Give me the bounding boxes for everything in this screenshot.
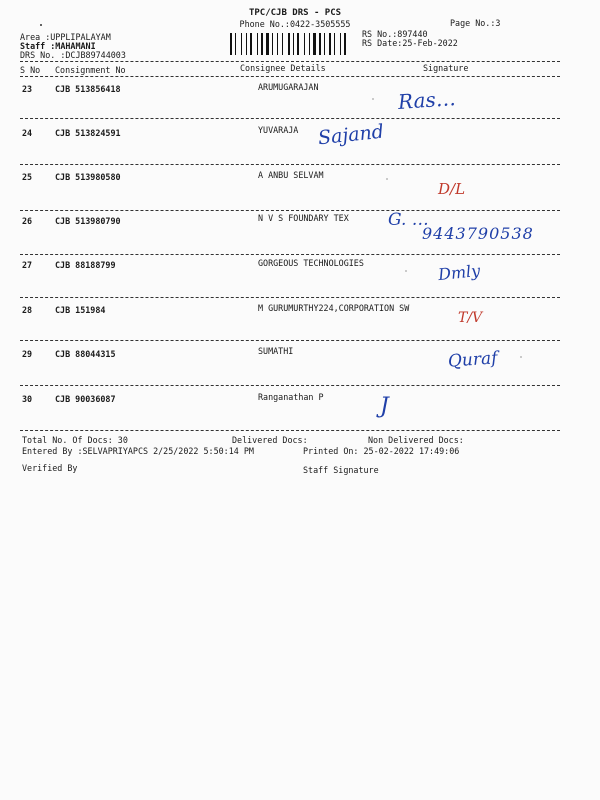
row-signature: G. … xyxy=(388,210,429,230)
barcode-bar xyxy=(340,33,341,55)
row-sno: 29 xyxy=(22,349,33,359)
barcode-bar xyxy=(344,33,346,55)
barcode-bar xyxy=(272,33,273,55)
barcode-bar xyxy=(266,33,269,55)
barcode-bar xyxy=(306,33,308,55)
row-consignment: CJB 151984 xyxy=(55,305,106,315)
row-divider xyxy=(20,164,560,165)
verified-by: Verified By xyxy=(22,463,78,473)
header-divider-top xyxy=(20,61,560,62)
printed-on: Printed On: 25-02-2022 17:49:06 xyxy=(303,446,460,456)
col-consignment: Consignment No xyxy=(55,65,126,75)
row-consignment: CJB 513824591 xyxy=(55,128,121,138)
barcode-bar xyxy=(235,33,236,55)
col-signature: Signature xyxy=(423,63,469,73)
row-consignment: CJB 88044315 xyxy=(55,349,116,359)
scan-speck xyxy=(405,270,407,272)
row-sno: 26 xyxy=(22,216,33,226)
row-sno: 23 xyxy=(22,84,33,94)
area-label: Area :UPPLIPALAYAM xyxy=(20,32,111,42)
barcode-bar xyxy=(326,33,328,55)
phone-number: Phone No.:0422-3505555 xyxy=(239,19,351,29)
barcode-bar xyxy=(241,33,242,55)
row-consignment: CJB 90036087 xyxy=(55,394,116,404)
page-number: Page No.:3 xyxy=(450,18,501,28)
row-signature: T/V xyxy=(458,310,483,326)
barcode-bar xyxy=(237,33,240,55)
row-divider xyxy=(20,385,560,386)
barcode-bar xyxy=(329,33,331,55)
barcode-bar xyxy=(313,33,316,55)
barcode-bar xyxy=(295,33,296,55)
scan-speck xyxy=(520,356,522,358)
barcode-bar xyxy=(311,33,312,55)
row-signature: Quraf xyxy=(447,348,499,372)
barcode-bar xyxy=(284,33,287,55)
row-sno: 27 xyxy=(22,260,33,270)
row-consignment: CJB 513980580 xyxy=(55,172,121,182)
barcode-bar xyxy=(293,33,294,55)
row-sno: 25 xyxy=(22,172,33,182)
scan-speck xyxy=(386,178,388,180)
barcode-bar xyxy=(334,33,335,55)
row-consignment: CJB 88188799 xyxy=(55,260,116,270)
row-consignee: N V S FOUNDARY TEX xyxy=(258,213,349,223)
staff-signature: Staff Signature xyxy=(303,465,379,475)
barcode-bar xyxy=(297,33,299,55)
row-consignee: Ranganathan P xyxy=(258,392,324,402)
row-divider xyxy=(20,340,560,341)
barcode-bar xyxy=(274,33,276,55)
row-sno: 28 xyxy=(22,305,33,315)
barcode-bar xyxy=(322,33,323,55)
barcode-bar xyxy=(304,33,305,55)
scan-speck xyxy=(40,24,42,26)
barcode-bar xyxy=(282,33,283,55)
total-docs: Total No. Of Docs: 30 xyxy=(22,435,128,445)
row-signature: J xyxy=(380,394,389,419)
barcode-bar xyxy=(233,33,234,55)
row-signature: Ras… xyxy=(397,86,457,114)
row-divider xyxy=(20,254,560,255)
row-signature: Sajand xyxy=(317,120,385,150)
drs-number: DRS No. :DCJB89744003 xyxy=(20,50,126,60)
document-title: TPC/CJB DRS - PCS xyxy=(248,8,342,18)
barcode-bar xyxy=(230,33,232,55)
col-consignee: Consignee Details xyxy=(240,63,326,73)
non-delivered-docs: Non Delivered Docs: xyxy=(368,435,464,445)
row-consignment: CJB 513856418 xyxy=(55,84,121,94)
barcode-bar xyxy=(257,33,258,55)
row-consignee: ARUMUGARAJAN xyxy=(258,82,319,92)
barcode-bar xyxy=(259,33,260,55)
row-divider xyxy=(20,430,560,431)
rs-number: RS No.:897440 xyxy=(362,29,428,39)
barcode-bar xyxy=(243,33,245,55)
row-signature: D/L xyxy=(438,180,466,198)
scan-speck xyxy=(372,98,374,100)
row-signature-phone: 9443790538 xyxy=(422,224,534,243)
barcode-bar xyxy=(336,33,339,55)
barcode-bar xyxy=(317,33,318,55)
row-sno: 24 xyxy=(22,128,33,138)
barcode-bar xyxy=(342,33,343,55)
barcode-bar xyxy=(250,33,252,55)
row-signature: Dmly xyxy=(437,260,482,285)
row-divider xyxy=(20,297,560,298)
barcode-bar xyxy=(270,33,271,55)
row-divider xyxy=(20,210,560,211)
barcode-bar xyxy=(261,33,263,55)
row-consignee: SUMATHI xyxy=(258,346,294,356)
barcode-bar xyxy=(309,33,310,55)
barcode-bar xyxy=(248,33,249,55)
barcode-bar xyxy=(279,33,281,55)
delivered-docs: Delivered Docs: xyxy=(232,435,308,445)
col-sno: S No xyxy=(20,65,41,75)
barcode xyxy=(230,33,355,55)
barcode-bar xyxy=(246,33,247,55)
rs-date: RS Date:25-Feb-2022 xyxy=(362,38,458,48)
barcode-bar xyxy=(324,33,325,55)
row-consignee: YUVARAJA xyxy=(258,125,299,135)
barcode-bar xyxy=(291,33,292,55)
header-divider-bottom xyxy=(20,76,560,77)
staff-label: Staff :MAHAMANI xyxy=(20,41,96,51)
barcode-bar xyxy=(347,33,348,55)
barcode-bar xyxy=(332,33,333,55)
row-sno: 30 xyxy=(22,394,33,404)
barcode-bar xyxy=(264,33,265,55)
row-divider xyxy=(20,118,560,119)
barcode-bar xyxy=(288,33,290,55)
row-consignee: M GURUMURTHY224,CORPORATION SW xyxy=(258,303,410,313)
entered-by: Entered By :SELVAPRIYAPCS 2/25/2022 5:50:14 PM xyxy=(22,446,254,456)
barcode-bar xyxy=(300,33,303,55)
row-consignee: GORGEOUS TECHNOLOGIES xyxy=(258,258,364,268)
row-consignee: A ANBU SELVAM xyxy=(258,170,324,180)
barcode-bar xyxy=(277,33,278,55)
barcode-bar xyxy=(253,33,256,55)
barcode-bar xyxy=(319,33,321,55)
row-consignment: CJB 513980790 xyxy=(55,216,121,226)
